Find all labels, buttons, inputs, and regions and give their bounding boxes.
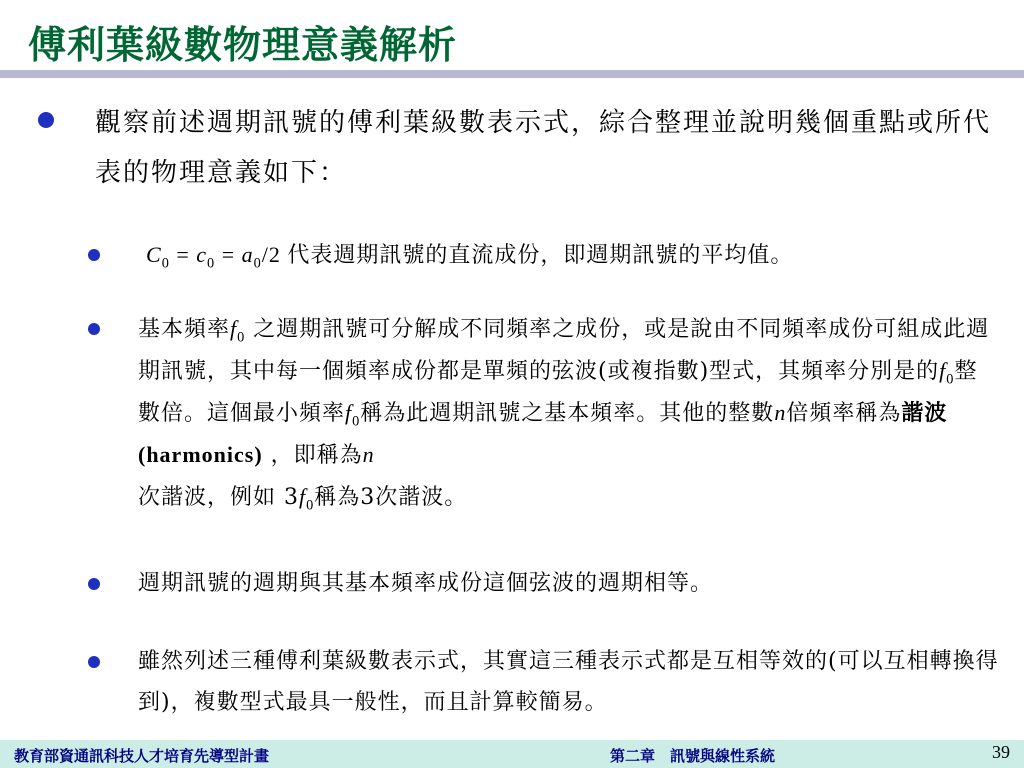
subscript: 0 [253, 255, 262, 272]
divide-two: /2 [261, 242, 288, 267]
symbol-f: f [230, 316, 238, 341]
symbol-c: c [196, 242, 208, 267]
text-segment: ，即稱為 [262, 443, 363, 468]
equals: = [215, 242, 242, 267]
text-segment: 整數倍。這個最小頻率 [138, 359, 978, 426]
footer-chapter: 第二章 訊號與線性系統 [610, 747, 776, 765]
harmonics-english: (harmonics) [138, 442, 263, 467]
harmonics-term: 諧波 [901, 400, 948, 426]
subscript: 0 [306, 497, 315, 514]
main-bullet-icon [38, 112, 54, 128]
sub-bullet-dc-component [146, 234, 1008, 276]
symbol-f: f [345, 400, 353, 425]
subscript: 0 [352, 413, 361, 430]
text-segment: 之週期訊號可分解成不同頻率之成份，或是說由不同頻率成份可組成此週期訊號，其中每一個頻率成份都是單頻的弦波(或複指數)型式，其頻率分別是的 [138, 317, 990, 384]
text-segment: 稱為此週期訊號之基本頻率。其他的整數 [360, 401, 775, 426]
title-divider [0, 70, 1024, 78]
sub-bullet-fundamental-frequency [138, 308, 1000, 518]
slide-title: 傅利葉級數物理意義解析 [28, 22, 458, 67]
symbol-f: f [299, 484, 307, 509]
main-bullet-text: 觀察前述週期訊號的傅利葉級數表示式，綜合整理並說明幾個重點或所代表的物理意義如下： [95, 108, 992, 188]
page-number: 39 [992, 742, 1010, 762]
subscript: 0 [207, 255, 216, 272]
subscript: 0 [946, 371, 955, 388]
text-segment: 稱為3次諧波。 [314, 485, 468, 510]
symbol-f: f [939, 358, 947, 383]
equals: = [169, 242, 197, 267]
symbol-C: C [146, 242, 162, 267]
subscript: 0 [237, 329, 246, 346]
subscript: 0 [161, 255, 170, 272]
dc-description: 代表週期訊號的直流成份，即週期訊號的平均值。 [287, 243, 794, 268]
sub-bullet-icon [88, 656, 100, 668]
footer-program-name: 教育部資通訊科技人才培育先導型計畫 [14, 747, 270, 765]
symbol-a: a [241, 242, 254, 267]
sub-bullet-icon [88, 323, 100, 335]
symbol-n: n [362, 442, 375, 467]
footer-bar [0, 740, 1024, 768]
sub-bullet-icon [88, 578, 100, 590]
text-segment: 倍頻率稱為 [786, 401, 902, 426]
text-segment: 基本頻率 [138, 317, 231, 342]
sub-bullet-equivalence: 雖然列述三種傅利葉級數表示式，其實這三種表示式都是互相等效的(可以互相轉換得到)，複數型式最具一般性，而且計算較簡易。 [138, 649, 999, 715]
sub-bullet-icon [88, 249, 100, 261]
text-segment: 次諧波，例如 3 [138, 485, 299, 510]
sub-bullet-period: 週期訊號的週期與其基本頻率成份這個弦波的週期相等。 [138, 571, 714, 596]
symbol-n: n [774, 400, 787, 425]
